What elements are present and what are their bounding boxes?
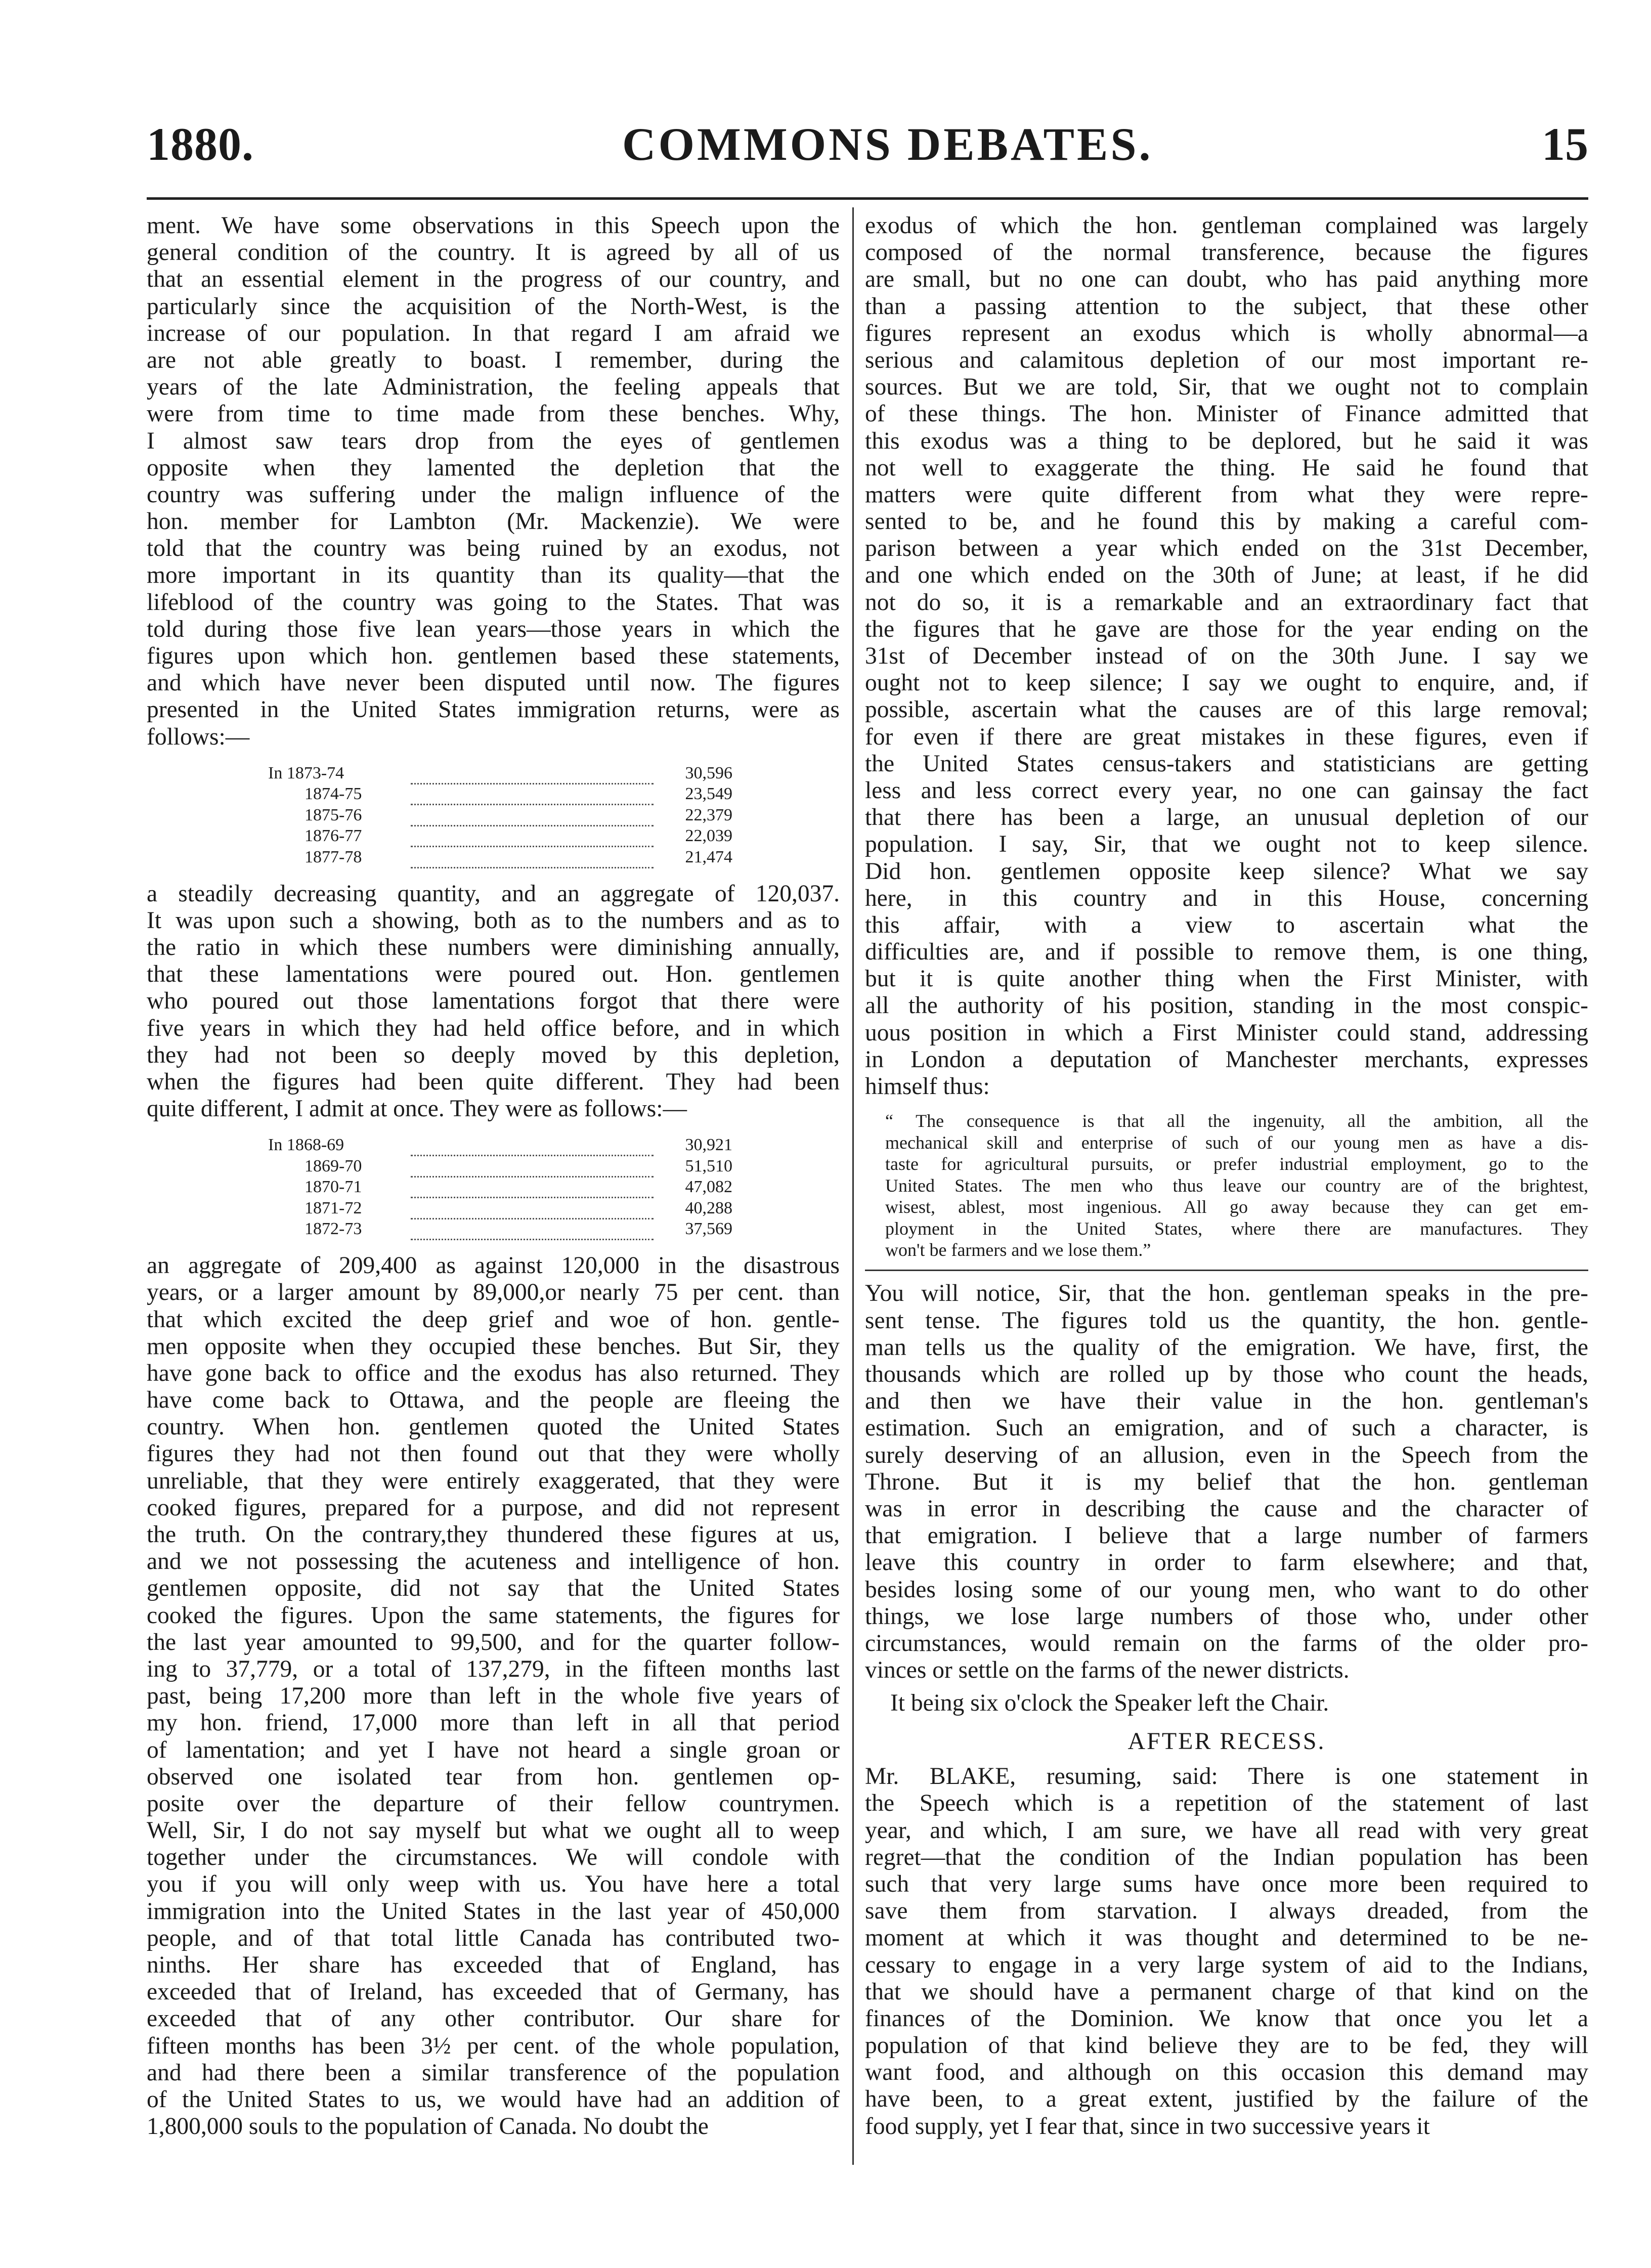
text-line: I almost saw tears drop from the eyes of gentlemen — [147, 427, 840, 454]
period-cell: 1871-72 — [305, 1198, 362, 1217]
text-line: ment. We have some observations in this Speech upon the — [147, 212, 840, 239]
left-paragraph-1 — [147, 212, 840, 751]
text-line: for even if there are great mistakes in these figures, even if — [865, 723, 1588, 750]
immigration-table-1873-78 — [268, 763, 732, 868]
text-line: people, and of that total little Canada has contributed two- — [147, 1925, 840, 1951]
text-line: in London a deputation of Manchester merchants, expresses — [865, 1046, 1588, 1073]
table-row — [268, 1176, 732, 1197]
text-line: who poured out those lamentations forgot that there were — [147, 988, 840, 1015]
text-line: Throne. But it is my belief that the hon. gentleman — [865, 1468, 1588, 1495]
text-line: follows:— — [147, 723, 250, 750]
quotation-block — [885, 1110, 1588, 1260]
dot-leader — [411, 783, 654, 804]
dot-leader — [411, 763, 654, 783]
text-line: general condition of the country. It is agreed by all of us — [147, 239, 840, 266]
text-line: thousands which are rolled up by those who count the heads, — [865, 1361, 1588, 1388]
text-line: sources. But we are told, Sir, that we ought not to complain — [865, 374, 1588, 401]
dot-leader — [411, 1198, 654, 1218]
text-line: they had not been so deeply moved by this depletion, — [147, 1041, 840, 1068]
table-row — [268, 805, 732, 825]
text-line: the last year amounted to 99,500, and for the quarter follow- — [147, 1629, 840, 1655]
header-rule — [147, 197, 1588, 200]
left-paragraph-3 — [147, 1252, 840, 2140]
count-cell: 22,039 — [685, 826, 732, 846]
text-line: “ The consequence is that all the ingenuity, all the ambition, all the — [885, 1111, 1588, 1131]
text-line: men opposite when they occupied these benches. But Sir, they — [147, 1333, 840, 1360]
text-line: cooked the figures. Upon the same statements, the figures for — [147, 1602, 840, 1629]
table-row — [268, 783, 732, 804]
text-line: composed of the normal transference, because the figures — [865, 239, 1588, 266]
text-line: fifteen months has been 3½ per cent. of the whole population, — [147, 2032, 840, 2059]
text-line: you if you will only weep with us. You have here a total — [147, 1871, 840, 1898]
text-line: five years in which they had held office before, and in which — [147, 1015, 840, 1041]
text-line: less and less correct every year, no one can gainsay the fact — [865, 777, 1588, 804]
text-line: told that the country was being ruined by an exodus, not — [147, 535, 840, 562]
text-line: a steadily decreasing quantity, and an aggregate of 120,037. — [147, 880, 840, 907]
count-cell: 40,288 — [685, 1198, 732, 1217]
text-line: and had there been a similar transference of the population — [147, 2059, 840, 2086]
table-row — [268, 1156, 732, 1176]
text-line: circumstances, would remain on the farms of the older pro- — [865, 1630, 1588, 1656]
text-line: surely deserving of an allusion, even in the Speech from the — [865, 1442, 1588, 1468]
table-row — [268, 825, 732, 846]
text-line: sented to be, and he found this by making a careful com- — [865, 508, 1588, 535]
text-line: not do so, it is a remarkable and an extraordinary fact that — [865, 589, 1588, 616]
text-line: taste for agricultural pursuits, or prefer industrial employment, go to the — [885, 1154, 1588, 1174]
text-line: that there has been a large, an unusual depletion of our — [865, 804, 1588, 831]
text-line: were from time to time made from these benches. Why, — [147, 401, 840, 427]
dot-leader — [411, 847, 654, 867]
text-line: observed one isolated tear from hon. gentlemen op- — [147, 1763, 840, 1790]
dot-leader — [411, 825, 654, 846]
period-cell: 1877-78 — [305, 847, 362, 866]
text-line: have been, to a great extent, justified by the failure of the — [865, 2086, 1588, 2113]
text-line: exceeded that of Ireland, has exceeded that of Germany, has — [147, 1979, 840, 2005]
text-line: moment at which it was thought and determined to be ne- — [865, 1925, 1588, 1951]
period-cell: 1875-76 — [305, 805, 362, 824]
text-line: than a passing attention to the subject, that these other — [865, 293, 1588, 320]
text-line: cooked figures, prepared for a purpose, and did not represent — [147, 1494, 840, 1521]
count-cell: 23,549 — [685, 784, 732, 804]
text-line: ing to 37,779, or a total of 137,279, in the fifteen months last — [147, 1655, 840, 1682]
text-line: unreliable, that they were entirely exaggerated, that they were — [147, 1467, 840, 1494]
count-cell: 21,474 — [685, 847, 732, 866]
text-line: ployment in the United States, where there are manufactures. They — [885, 1218, 1588, 1239]
text-line: sent tense. The figures told us the quantity, the hon. gentle- — [865, 1307, 1588, 1334]
text-line: exodus of which the hon. gentleman complained was largely — [865, 212, 1588, 239]
dot-leader — [411, 1218, 654, 1239]
text-line: It was upon such a showing, both as to the numbers and as to — [147, 907, 840, 934]
text-line: opposite when they lamented the depletion that the — [147, 454, 840, 481]
text-line: year, and which, I am sure, we have all read with very great — [865, 1817, 1588, 1844]
text-line: an aggregate of 209,400 as against 120,000 in the disastrous — [147, 1252, 840, 1279]
count-cell: 47,082 — [685, 1177, 732, 1197]
immigration-table-1868-73 — [268, 1135, 732, 1240]
text-line: posite over the departure of their fellow countrymen. — [147, 1790, 840, 1817]
right-paragraph-2 — [865, 1280, 1588, 1684]
text-line: that emigration. I believe that a large number of farmers — [865, 1522, 1588, 1549]
text-line: the figures that he gave are those for the year ending on the — [865, 616, 1588, 642]
text-line: Mr. BLAKE, resuming, said: There is one statement in — [865, 1763, 1588, 1790]
text-line: not well to exaggerate the thing. He said he found that — [865, 454, 1588, 481]
period-cell: 1876-77 — [305, 826, 362, 846]
text-line: 1,800,000 souls to the population of Canada. No doubt the — [147, 2113, 709, 2140]
count-cell: 30,921 — [685, 1136, 732, 1155]
right-paragraph-1 — [865, 212, 1588, 1100]
text-line: the ratio in which these numbers were diminishing annually, — [147, 934, 840, 961]
text-line: Did hon. gentlemen opposite keep silence? What we say — [865, 858, 1588, 885]
text-line: himself thus: — [865, 1073, 990, 1100]
text-line: the truth. On the contrary,they thundered these figures at us, — [147, 1521, 840, 1548]
header-title: COMMONS DEBATES. — [622, 118, 1153, 170]
dot-leader — [411, 1135, 654, 1155]
page-number: 15 — [1542, 118, 1588, 170]
text-line: population. I say, Sir, that we ought not to keep silence. — [865, 831, 1588, 858]
text-line: gentlemen opposite, did not say that the United States — [147, 1575, 840, 1602]
dot-leader — [411, 1176, 654, 1197]
text-line: and one which ended on the 30th of June; at least, if he did — [865, 562, 1588, 589]
text-line: that which excited the deep grief and woe of hon. gentle- — [147, 1306, 840, 1333]
text-line: finances of the Dominion. We know that once you let a — [865, 2005, 1588, 2032]
text-line: food supply, yet I fear that, since in two successive years it — [865, 2113, 1430, 2140]
text-line: uous position in which a First Minister could stand, addressing — [865, 1019, 1588, 1046]
text-line: matters were quite different from what they were repre- — [865, 481, 1588, 508]
text-line: 31st of December instead of on the 30th June. I say we — [865, 643, 1588, 669]
text-line: and then we have their value in the hon. gentleman's — [865, 1388, 1588, 1415]
text-line: wisest, ablest, most ingenious. All go away because they can get em- — [885, 1197, 1588, 1217]
text-line: are small, but no one can doubt, who has paid anything more — [865, 266, 1588, 293]
text-line: difficulties are, and if possible to remove them, is one thing, — [865, 939, 1588, 966]
text-line: exceeded that of any other contributor. Our share for — [147, 2005, 840, 2032]
quote-rule — [865, 1270, 1588, 1271]
text-line: ought not to keep silence; I say we ought to enquire, and, if — [865, 670, 1588, 696]
text-line: my hon. friend, 17,000 more than left in all that period — [147, 1710, 840, 1736]
period-cell: 1872-73 — [305, 1219, 362, 1239]
text-line: have gone back to office and the exodus has also returned. They — [147, 1360, 840, 1386]
count-cell: 37,569 — [685, 1219, 732, 1239]
text-line: such that very large sums have once more been required to — [865, 1870, 1588, 1897]
period-cell: 1874-75 — [305, 784, 362, 804]
text-line: cessary to engage in a very large system of aid to the Indians, — [865, 1951, 1588, 1978]
text-line: You will notice, Sir, that the hon. gentleman speaks in the pre- — [865, 1280, 1588, 1307]
text-line: when the figures had been quite different. They had been — [147, 1068, 840, 1095]
text-line: was in error in describing the cause and the character of — [865, 1495, 1588, 1522]
column-divider — [852, 207, 854, 2165]
text-line: possible, ascertain what the causes are of this large removal; — [865, 696, 1588, 723]
text-line: of the United States to us, we would have had an addition of — [147, 2086, 840, 2113]
count-cell: 30,596 — [685, 763, 732, 782]
left-column — [147, 212, 840, 2140]
text-line: this exodus was a thing to be deplored, but he said it was — [865, 427, 1588, 454]
after-recess-heading: AFTER RECESS. — [1127, 1728, 1326, 1755]
text-line: man tells us the quality of the emigration. We have, first, the — [865, 1334, 1588, 1361]
text-line: and which have never been disputed until now. The figures — [147, 670, 840, 696]
text-line: population of that kind believe they are to be fed, they will — [865, 2032, 1588, 2059]
text-line: more important in its quantity than its quality—that the — [147, 562, 840, 589]
text-line: want food, and although on this occasion this demand may — [865, 2059, 1588, 2086]
text-line: presented in the United States immigration returns, were as — [147, 696, 840, 723]
text-line: besides losing some of our young men, who want to do other — [865, 1576, 1588, 1603]
text-line: told during those five lean years—those years in which the — [147, 616, 840, 642]
right-column — [865, 212, 1588, 2140]
table-row — [268, 1198, 732, 1218]
text-line: immigration into the United States in the last year of 450,000 — [147, 1898, 840, 1925]
speaker-left-chair-note: It being six o'clock the Speaker left the Chair. — [890, 1690, 1329, 1717]
table-row — [268, 763, 732, 783]
text-line: and we not possessing the acuteness and intelligence of hon. — [147, 1548, 840, 1575]
text-line: country was suffering under the malign influence of the — [147, 481, 840, 508]
text-line: ninths. Her share has exceeded that of England, has — [147, 1952, 840, 1978]
text-line: leave this country in order to farm elsewhere; and that, — [865, 1549, 1588, 1576]
period-cell: 1870-71 — [305, 1177, 362, 1197]
text-line: figures they had not then found out that they were wholly — [147, 1441, 840, 1467]
text-line: estimation. Such an emigration, and of such a character, is — [865, 1415, 1588, 1442]
text-line: mechanical skill and enterprise of such of our young men as have a dis- — [885, 1132, 1588, 1153]
period-cell: In 1873-74 — [268, 763, 344, 782]
text-line: of lamentation; and yet I have not heard a single groan or — [147, 1736, 840, 1763]
text-line: are not able greatly to boast. I remember, during the — [147, 346, 840, 373]
text-line: save them from starvation. I always dreaded, from the — [865, 1898, 1588, 1925]
text-line: together under the circumstances. We will condole with — [147, 1844, 840, 1871]
running-header — [147, 117, 1588, 188]
dot-leader — [411, 1156, 654, 1176]
text-line: that an essential element in the progress of our country, and — [147, 266, 840, 293]
text-line: vinces or settle on the farms of the newer districts. — [865, 1657, 1350, 1684]
text-line: increase of our population. In that regard I am afraid we — [147, 320, 840, 346]
text-line: all the authority of his position, standing in the most conspic- — [865, 992, 1588, 1019]
text-line: past, being 17,200 more than left in the whole five years of — [147, 1683, 840, 1710]
text-line: particularly since the acquisition of the North-West, is the — [147, 293, 840, 320]
right-paragraph-4 — [865, 1763, 1588, 2140]
text-line: of these things. The hon. Minister of Finance admitted that — [865, 401, 1588, 427]
text-line: Well, Sir, I do not say myself but what we ought all to weep — [147, 1817, 840, 1844]
text-line: hon. member for Lambton (Mr. Mackenzie). We were — [147, 508, 840, 535]
period-cell: 1869-70 — [305, 1156, 362, 1175]
period-cell: In 1868-69 — [268, 1136, 344, 1155]
text-line: that we should have a permanent charge of that kind on the — [865, 1978, 1588, 2005]
text-line: things, we lose large numbers of those who, under other — [865, 1603, 1588, 1630]
text-line: lifeblood of the country was going to the States. That was — [147, 589, 840, 616]
table-row — [268, 1135, 732, 1155]
text-line: won't be farmers and we lose them.” — [885, 1240, 1151, 1260]
text-line: serious and calamitous depletion of our most important re- — [865, 346, 1588, 373]
text-line: quite different, I admit at once. They were as follows:— — [147, 1096, 687, 1122]
count-cell: 22,379 — [685, 805, 732, 824]
text-line: country. When hon. gentlemen quoted the United States — [147, 1414, 840, 1441]
text-line: the Speech which is a repetition of the statement of last — [865, 1790, 1588, 1817]
text-line: but it is quite another thing when the First Minister, with — [865, 966, 1588, 992]
text-line: the United States census-takers and statisticians are getting — [865, 750, 1588, 777]
text-line: years, or a larger amount by 89,000,or nearly 75 per cent. than — [147, 1279, 840, 1306]
header-year: 1880. — [147, 118, 254, 170]
text-line: have come back to Ottawa, and the people are fleeing the — [147, 1387, 840, 1414]
text-line: United States. The men who thus leave our country are of the brightest, — [885, 1175, 1588, 1196]
left-paragraph-2 — [147, 881, 840, 1123]
count-cell: 51,510 — [685, 1156, 732, 1175]
text-line: figures represent an exodus which is wholly abnormal—a — [865, 320, 1588, 346]
text-line: this affair, with a view to ascertain what the — [865, 911, 1588, 938]
text-line: that these lamentations were poured out. Hon. gentlemen — [147, 961, 840, 988]
text-line: here, in this country and in this House, concerning — [865, 885, 1588, 911]
text-line: regret—that the condition of the Indian population has been — [865, 1844, 1588, 1870]
text-line: figures upon which hon. gentlemen based these statements, — [147, 643, 840, 669]
text-line: years of the late Administration, the feeling appeals that — [147, 374, 840, 401]
dot-leader — [411, 805, 654, 825]
table-row — [268, 1218, 732, 1239]
table-row — [268, 847, 732, 867]
text-line: parison between a year which ended on the 31st December, — [865, 535, 1588, 562]
